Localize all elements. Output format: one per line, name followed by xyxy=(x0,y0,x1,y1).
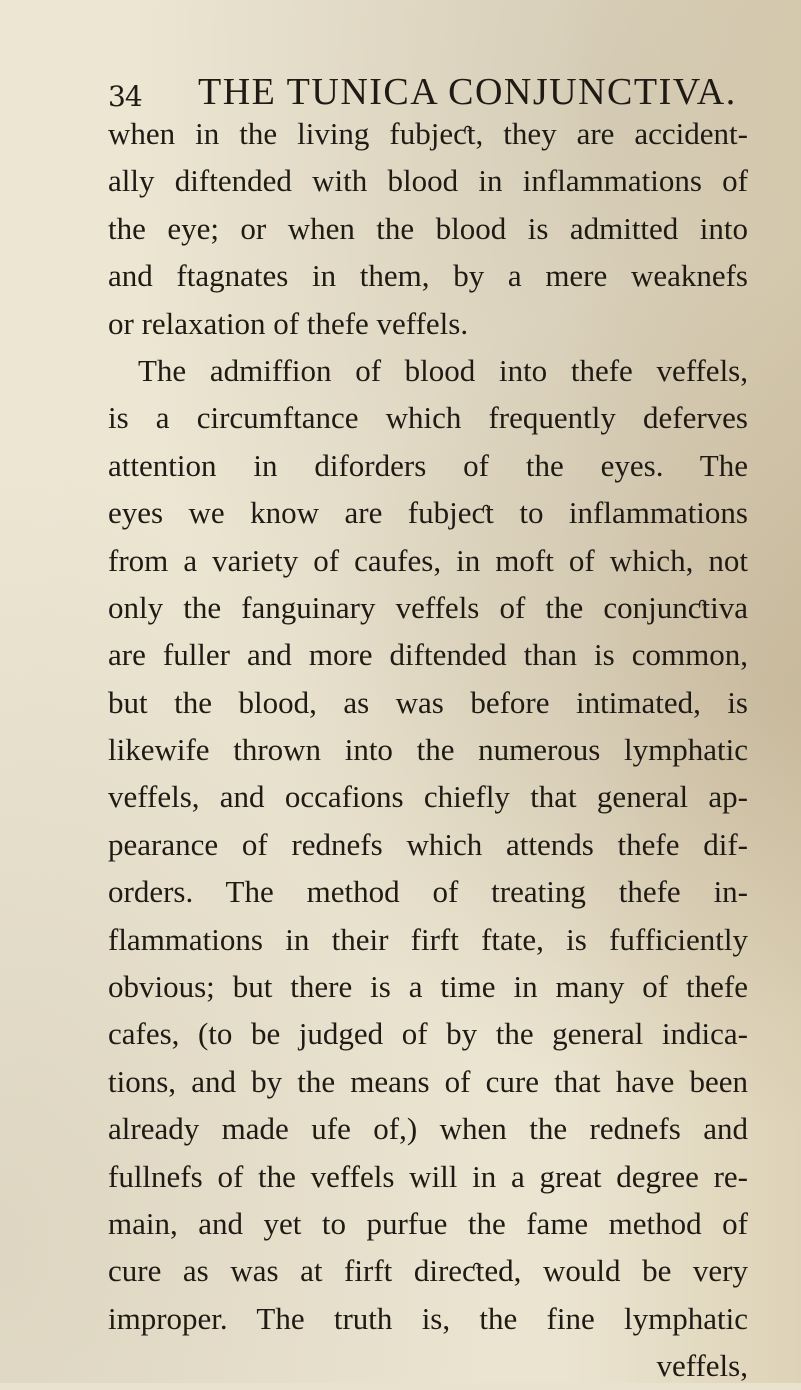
text-line: attention in diforders of the eyes. The xyxy=(108,447,748,483)
text-line: orders. The method of treating thefe in- xyxy=(108,874,748,910)
catchword: veffels, xyxy=(656,1348,748,1384)
text-line: and ftagnates in them, by a mere weaknefs xyxy=(108,258,748,294)
text-line: fullnefs of the veffels will in a great degree re- xyxy=(108,1158,748,1194)
text-line: is a circumftance which frequently deferves xyxy=(108,400,748,436)
text-line: but the blood, as was before intimated, is xyxy=(108,684,748,720)
text-line: The admiffion of blood into thefe veffels, xyxy=(138,352,748,388)
running-head: THE TUNICA CONJUNCTIVA. xyxy=(198,71,737,113)
text-line: from a variety of caufes, in moft of which, not xyxy=(108,542,748,578)
text-line: only the fanguinary veffels of the conjunƈtiva xyxy=(108,589,748,625)
text-line: obvious; but there is a time in many of thefe xyxy=(108,969,748,1005)
text-line: improper. The truth is, the fine lymphatic xyxy=(108,1300,748,1336)
text-line: already made ufe of,) when the rednefs and xyxy=(108,1111,748,1147)
text-line: cafes, (to be judged of by the general indica- xyxy=(108,1016,748,1052)
text-line: flammations in their firft ftate, is fufficiently xyxy=(108,921,748,957)
text-line: eyes we know are fubjeƈt to inflammations xyxy=(108,495,748,531)
text-line: tions, and by the means of cure that have been xyxy=(108,1063,748,1099)
body-text xyxy=(108,110,748,1390)
text-line: the eye; or when the blood is admitted into xyxy=(108,210,748,246)
text-line: when in the living fubjeƈt, they are accident- xyxy=(108,116,748,151)
page-number: 34 xyxy=(108,80,142,113)
text-line: ally diftended with blood in inflammations of xyxy=(108,163,748,199)
text-line: are fuller and more diftended than is common, xyxy=(108,637,748,673)
text-line: or relaxation of thefe veffels. xyxy=(108,305,469,341)
text-line: cure as was at firft direƈted, would be very xyxy=(108,1253,748,1289)
text-line: veffels, and occafions chiefly that general ap- xyxy=(108,779,748,815)
text-line: main, and yet to purfue the fame method of xyxy=(108,1205,748,1241)
text-line: pearance of rednefs which attends thefe dif- xyxy=(108,826,748,862)
text-line: likewife thrown into the numerous lymphatic xyxy=(108,732,748,768)
